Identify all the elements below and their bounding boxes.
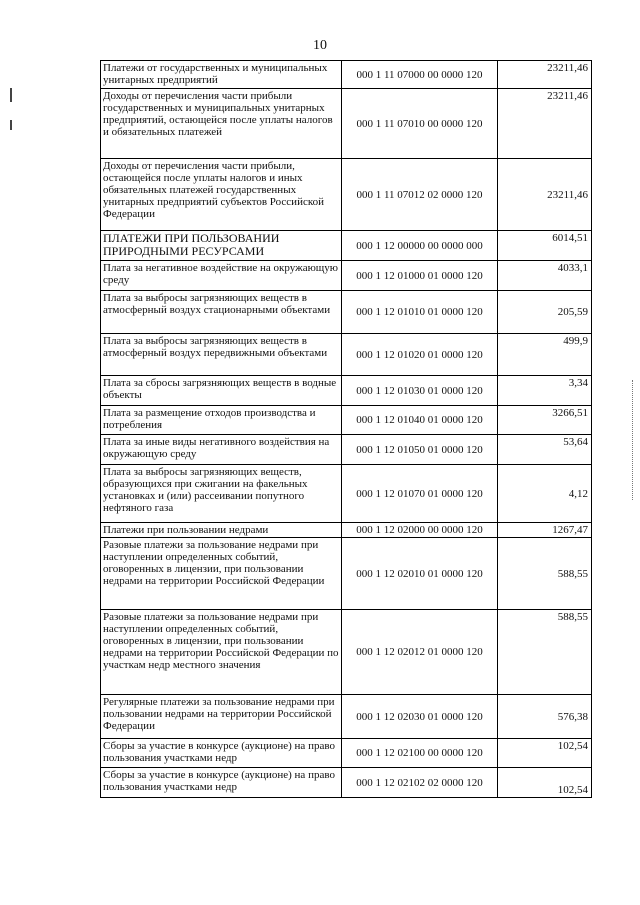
revenue-table-body	[101, 61, 592, 798]
row-name: Плата за размещение отходов производства и потребления	[101, 406, 342, 435]
table-row	[101, 376, 592, 406]
row-amount: 205,59	[498, 291, 592, 334]
row-code: 000 1 12 01000 01 0000 120	[342, 261, 498, 291]
row-amount: 23211,46	[498, 61, 592, 89]
row-name: Доходы от перечисления части прибыли государственных и муниципальных унитарных предприятий, остающейся после уплаты налогов и обязательных платежей	[101, 89, 342, 159]
table-row	[101, 695, 592, 739]
table-row	[101, 334, 592, 376]
row-name: ПЛАТЕЖИ ПРИ ПОЛЬЗОВАНИИ ПРИРОДНЫМИ РЕСУРСАМИ	[101, 231, 342, 261]
table-row	[101, 231, 592, 261]
row-code: 000 1 12 01070 01 0000 120	[342, 465, 498, 523]
row-code: 000 1 12 02102 02 0000 120	[342, 768, 498, 798]
table-row	[101, 406, 592, 435]
row-amount: 499,9	[498, 334, 592, 376]
row-code: 000 1 12 02012 01 0000 120	[342, 610, 498, 695]
row-amount: 3266,51	[498, 406, 592, 435]
row-code: 000 1 12 02030 01 0000 120	[342, 695, 498, 739]
table-row	[101, 61, 592, 89]
row-amount: 1267,47	[498, 523, 592, 538]
table-row	[101, 739, 592, 768]
row-name: Плата за негативное воздействие на окружающую среду	[101, 261, 342, 291]
row-name: Разовые платежи за пользование недрами при наступлении определенных событий, оговоренных в лицензии, при пользовании недрами на территории Российской Федерации по участкам недр местного значения	[101, 610, 342, 695]
row-amount: 23211,46	[498, 89, 592, 159]
row-amount: 23211,46	[498, 159, 592, 231]
row-code: 000 1 12 01010 01 0000 120	[342, 291, 498, 334]
row-name: Плата за иные виды негативного воздействия на окружающую среду	[101, 435, 342, 465]
row-name: Плата за выбросы загрязняющих веществ в атмосферный воздух передвижными объектами	[101, 334, 342, 376]
row-code: 000 1 12 02000 00 0000 120	[342, 523, 498, 538]
row-name: Сборы за участие в конкурсе (аукционе) на право пользования участками недр	[101, 739, 342, 768]
row-code: 000 1 11 07010 00 0000 120	[342, 89, 498, 159]
row-amount: 576,38	[498, 695, 592, 739]
table-row	[101, 89, 592, 159]
row-code: 000 1 12 01050 01 0000 120	[342, 435, 498, 465]
table-row	[101, 159, 592, 231]
row-amount: 588,55	[498, 610, 592, 695]
row-name: Плата за выбросы загрязняющих веществ, образующихся при сжигании на факельных установках и (или) рассеивании попутного нефтяного газа	[101, 465, 342, 523]
row-code: 000 1 12 01030 01 0000 120	[342, 376, 498, 406]
row-amount: 53,64	[498, 435, 592, 465]
row-name: Сборы за участие в конкурсе (аукционе) на право пользования участками недр	[101, 768, 342, 798]
row-code: 000 1 12 02100 00 0000 120	[342, 739, 498, 768]
row-code: 000 1 12 01020 01 0000 120	[342, 334, 498, 376]
scan-artifact	[10, 88, 12, 102]
scan-artifact	[632, 380, 634, 500]
row-name: Плата за выбросы загрязняющих веществ в атмосферный воздух стационарными объектами	[101, 291, 342, 334]
table-row	[101, 610, 592, 695]
row-code: 000 1 11 07012 02 0000 120	[342, 159, 498, 231]
table-row	[101, 465, 592, 523]
table-row	[101, 261, 592, 291]
row-name: Плата за сбросы загрязняющих веществ в водные объекты	[101, 376, 342, 406]
row-name: Платежи от государственных и муниципальных унитарных предприятий	[101, 61, 342, 89]
row-amount: 4033,1	[498, 261, 592, 291]
row-amount: 102,54	[498, 739, 592, 768]
table-row	[101, 435, 592, 465]
row-amount: 3,34	[498, 376, 592, 406]
row-amount: 6014,51	[498, 231, 592, 261]
row-amount: 102,54	[498, 768, 592, 798]
row-amount: 588,55	[498, 538, 592, 610]
table-row	[101, 523, 592, 538]
row-code: 000 1 12 00000 00 0000 000	[342, 231, 498, 261]
row-name: Платежи при пользовании недрами	[101, 523, 342, 538]
row-amount: 4,12	[498, 465, 592, 523]
table-row	[101, 768, 592, 798]
table-row	[101, 291, 592, 334]
table-row	[101, 538, 592, 610]
row-code: 000 1 11 07000 00 0000 120	[342, 61, 498, 89]
row-name: Разовые платежи за пользование недрами при наступлении определенных событий, оговоренных в лицензии, при пользовании недрами на территории Российской Федерации	[101, 538, 342, 610]
row-code: 000 1 12 01040 01 0000 120	[342, 406, 498, 435]
page-number: 10	[313, 38, 327, 53]
row-code: 000 1 12 02010 01 0000 120	[342, 538, 498, 610]
row-name: Доходы от перечисления части прибыли, остающейся после уплаты налогов и иных обязательных платежей государственных унитарных предприятий субъектов Российской Федерации	[101, 159, 342, 231]
scan-artifact	[10, 120, 12, 130]
revenue-table	[100, 60, 592, 798]
row-name: Регулярные платежи за пользование недрами при пользовании недрами на территории Российской Федерации	[101, 695, 342, 739]
